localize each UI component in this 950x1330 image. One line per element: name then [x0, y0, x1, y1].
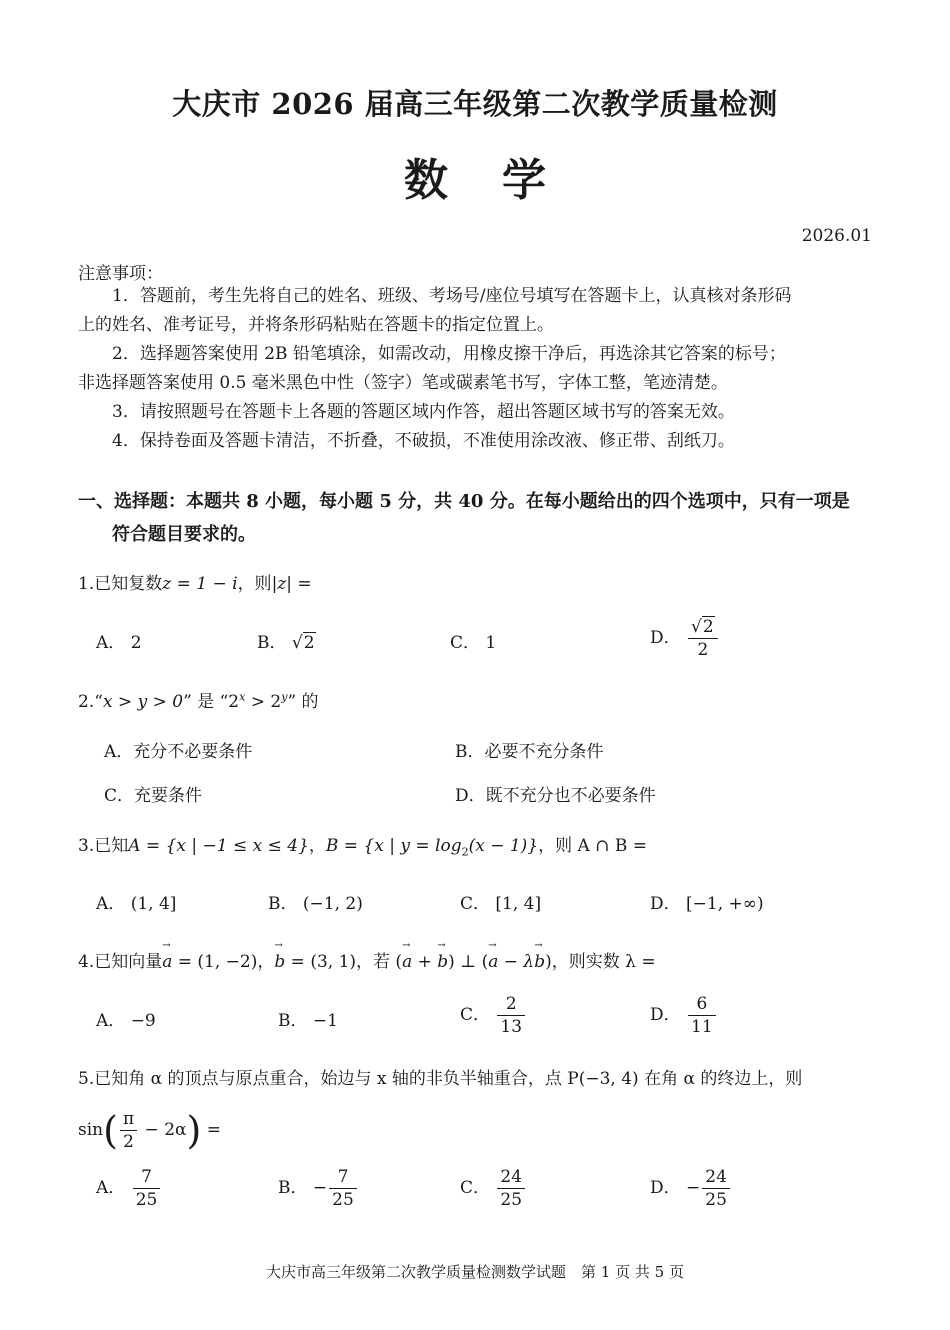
- q5-option-d-label: D．: [650, 1178, 681, 1198]
- q4-option-b[interactable]: [278, 1006, 338, 1031]
- q5-option-a-fraction: [133, 1166, 161, 1211]
- exam-title: 大庆市 2026 届高三年级第二次教学质量检测: [172, 87, 778, 121]
- q2-lquote2: “: [219, 692, 229, 712]
- q3-option-d[interactable]: [650, 889, 764, 914]
- q5-option-b-fraction: [329, 1166, 357, 1211]
- q4-vector-a-value: = (1, −2): [172, 952, 258, 972]
- section-heading: [78, 485, 878, 551]
- q4-suffix: ，则实数 λ =: [551, 952, 656, 972]
- q5-option-b-sign: −: [312, 1178, 328, 1198]
- q3-set-b-pre: B = {x | y = log: [325, 836, 462, 856]
- q5-rparen-icon: ): [186, 1108, 202, 1153]
- q5-option-a-numerator: 7: [133, 1166, 161, 1189]
- q1-option-b-radicand: 2: [303, 633, 315, 653]
- section-heading-line2: 符合题目要求的。: [112, 524, 256, 545]
- q4-option-c-fraction: [497, 993, 525, 1038]
- q3-option-a-value: (1, 4]: [130, 894, 177, 914]
- q5-option-d[interactable]: [650, 1166, 732, 1211]
- q5-lparen-icon: (: [103, 1108, 118, 1153]
- q1-option-d[interactable]: [650, 616, 720, 661]
- q4-vector-a: → a: [162, 952, 172, 972]
- q2-base1: 2: [228, 692, 240, 712]
- q5-option-c-denominator: 25: [500, 1190, 523, 1210]
- q2-option-d[interactable]: D．既不充分也不必要条件: [455, 786, 656, 806]
- note-line-1-cont: 上的姓名、准考证号，并将条形码粘贴在答题卡的指定位置上。: [78, 315, 554, 335]
- q4-cond-b1: → b: [437, 952, 448, 972]
- q5-pi-over-two: [120, 1108, 137, 1153]
- q4-prefix: 4.已知向量: [78, 952, 163, 972]
- q4-option-d-fraction: [688, 993, 716, 1038]
- section-heading-line1: 一、选择题：本题共 8 小题，每小题 5 分，共 40 分。在每小题给出的四个选项中，只有一项是: [78, 491, 850, 512]
- q3-option-b-label: B．: [268, 894, 298, 914]
- q3-option-d-label: D．: [650, 894, 681, 914]
- q2-base2: 2: [270, 692, 282, 712]
- q1-option-b-sqrt: √2: [291, 633, 315, 653]
- q1-option-d-denominator: 2: [697, 640, 709, 660]
- q5-option-a-label: A．: [96, 1178, 126, 1198]
- q3-set-a: A = {x | −1 ≤ x ≤ 4}: [128, 836, 309, 856]
- note-line-2-cont: 非选择题答案使用 0.5 毫米黑色中性（签字）笔或碳素笔书写，字体工整，笔迹清楚。: [78, 373, 728, 393]
- q3-option-d-value: [−1, +∞): [686, 894, 764, 914]
- q4-cond-minus: − λ: [498, 952, 535, 972]
- q5-option-d-numerator: 24: [702, 1166, 730, 1189]
- q4-option-a[interactable]: [96, 1006, 156, 1031]
- q4-vector-b: → b: [274, 952, 285, 972]
- q4-option-c-denominator: 13: [500, 1017, 523, 1037]
- q5-option-c-fraction: [497, 1166, 525, 1211]
- q2-option-c[interactable]: C．充要条件: [104, 786, 203, 806]
- q4-option-d-denominator: 11: [691, 1017, 713, 1037]
- q4-option-d[interactable]: [650, 993, 718, 1038]
- q1-option-d-radicand: 2: [702, 617, 714, 637]
- question-5-stem-line1: 5.已知角 α 的顶点与原点重合，始边与 x 轴的非负半轴重合，点 P(−3, 4) 在角 α 的终边上，则: [78, 1069, 803, 1089]
- note-line-3: 3．请按照题号在答题卡上各题的答题区域内作答，超出答题区域书写的答案无效。: [112, 402, 735, 422]
- exam-date: 2026.01: [801, 226, 872, 246]
- q2-prefix: 2.: [78, 692, 95, 712]
- q2-gt: >: [245, 692, 271, 712]
- q3-option-b[interactable]: [268, 889, 363, 914]
- q4-cond-b2: → b: [534, 952, 545, 972]
- q1-prefix: 1.已知复数: [78, 574, 163, 594]
- notes-heading: 注意事项：: [78, 264, 163, 284]
- note-line-1: 1．答题前，考生先将自己的姓名、班级、考场号/座位号填写在答题卡上，认真核对条形码: [112, 286, 792, 306]
- q2-rquote2: ”: [287, 692, 297, 712]
- q5-option-d-sign: −: [686, 1178, 701, 1198]
- q1-option-d-numerator: √2: [688, 616, 718, 639]
- q2-exp2: y: [281, 690, 288, 704]
- q2-option-a[interactable]: A．充分不必要条件: [104, 742, 253, 762]
- q2-exp1: x: [239, 690, 246, 704]
- q1-option-a-label: A．: [96, 633, 126, 653]
- q3-prefix: 3.已知: [78, 836, 129, 856]
- q5-option-b-denominator: 25: [332, 1190, 354, 1210]
- q1-option-c-label: C．: [450, 633, 481, 653]
- q4-sep: ，: [257, 952, 275, 972]
- q1-option-a-value: 2: [130, 633, 142, 653]
- q5-sin: sin: [78, 1120, 104, 1140]
- q4-option-b-value: −1: [312, 1011, 338, 1031]
- q4-cond-a1: → a: [402, 952, 412, 972]
- q5-option-a[interactable]: [96, 1166, 162, 1211]
- q3-option-b-value: (−1, 2): [302, 894, 363, 914]
- question-4-stem: [78, 947, 656, 972]
- q4-cond-perp: ) ⊥ (: [448, 952, 489, 972]
- question-2-stem: [78, 687, 319, 712]
- q1-option-b[interactable]: [257, 628, 316, 653]
- q4-option-d-numerator: 6: [688, 993, 716, 1016]
- q4-option-c-numerator: 2: [497, 993, 525, 1016]
- q2-rquote1: ”: [183, 692, 192, 712]
- subject-heading: 数学: [404, 155, 600, 206]
- q4-option-a-value: −9: [130, 1011, 156, 1031]
- q2-mid: 是: [191, 692, 220, 712]
- q3-option-a-label: A．: [96, 894, 126, 914]
- q5-option-c-numerator: 24: [497, 1166, 525, 1189]
- q3-option-c-label: C．: [460, 894, 491, 914]
- q1-option-b-label: B．: [257, 633, 287, 653]
- q2-suffix: 的: [296, 692, 319, 712]
- q5-option-d-fraction: [702, 1166, 730, 1211]
- q3-suffix: ，则 A ∩ B =: [538, 836, 648, 856]
- q1-abs: |z| =: [271, 574, 312, 594]
- q1-option-d-fraction: [688, 616, 718, 661]
- q4-option-a-label: A．: [96, 1011, 126, 1031]
- q4-option-c-label: C．: [460, 1005, 491, 1025]
- question-5-stem-line2: [78, 1108, 221, 1153]
- question-1-stem: [78, 569, 312, 594]
- q3-option-c[interactable]: [460, 889, 541, 914]
- q4-option-c[interactable]: [460, 993, 527, 1038]
- q1-option-c-value: 1: [485, 633, 497, 653]
- q1-option-c[interactable]: [450, 628, 496, 653]
- q5-option-b-label: B．: [278, 1178, 308, 1198]
- q4-vector-b-value: = (3, 1): [285, 952, 357, 972]
- q5-option-b[interactable]: [278, 1166, 359, 1211]
- q1-mid: ，则: [237, 574, 272, 594]
- q4-cond-close: ): [545, 952, 552, 972]
- q4-cond-plus: +: [412, 952, 438, 972]
- q5-minus-two-alpha: − 2α: [139, 1120, 187, 1140]
- q4-option-b-label: B．: [278, 1011, 308, 1031]
- q1-option-d-label: D．: [650, 628, 681, 648]
- q1-expr: z = 1 − i: [162, 574, 238, 594]
- q4-option-d-label: D．: [650, 1005, 681, 1025]
- q5-option-b-numerator: 7: [329, 1166, 357, 1189]
- q5-two: 2: [123, 1132, 134, 1152]
- q3-set-b-sub: 2: [461, 845, 469, 859]
- q3-sep: ，: [308, 836, 326, 856]
- q5-option-c[interactable]: [460, 1166, 527, 1211]
- q5-option-c-label: C．: [460, 1178, 491, 1198]
- q2-lquote1: “: [94, 692, 103, 712]
- q5-eq: =: [201, 1120, 221, 1140]
- q5-option-a-denominator: 25: [135, 1190, 158, 1210]
- question-3-stem: [78, 831, 647, 858]
- q1-option-a[interactable]: [96, 628, 142, 653]
- q2-option-b[interactable]: B．必要不充分条件: [455, 742, 604, 762]
- q4-cond-a2: → a: [488, 952, 498, 972]
- note-line-2: 2．选择题答案使用 2B 铅笔填涂，如需改动，用橡皮擦干净后，再选涂其它答案的标号；: [112, 344, 786, 364]
- q4-cond-prefix: ，若 (: [356, 952, 403, 972]
- q5-pi: π: [120, 1108, 137, 1131]
- q2-cond1: x > y > 0: [102, 692, 184, 712]
- q3-option-c-value: [1, 4]: [495, 894, 542, 914]
- page-footer: 大庆市高三年级第二次教学质量检测数学试题 第 1 页 共 5 页: [266, 1263, 684, 1281]
- q5-option-d-denominator: 25: [705, 1190, 727, 1210]
- q3-set-b-post: (x − 1)}: [468, 836, 539, 856]
- note-line-4: 4．保持卷面及答题卡清洁，不折叠，不破损，不准使用涂改液、修正带、刮纸刀。: [112, 431, 735, 451]
- q3-option-a[interactable]: [96, 889, 176, 914]
